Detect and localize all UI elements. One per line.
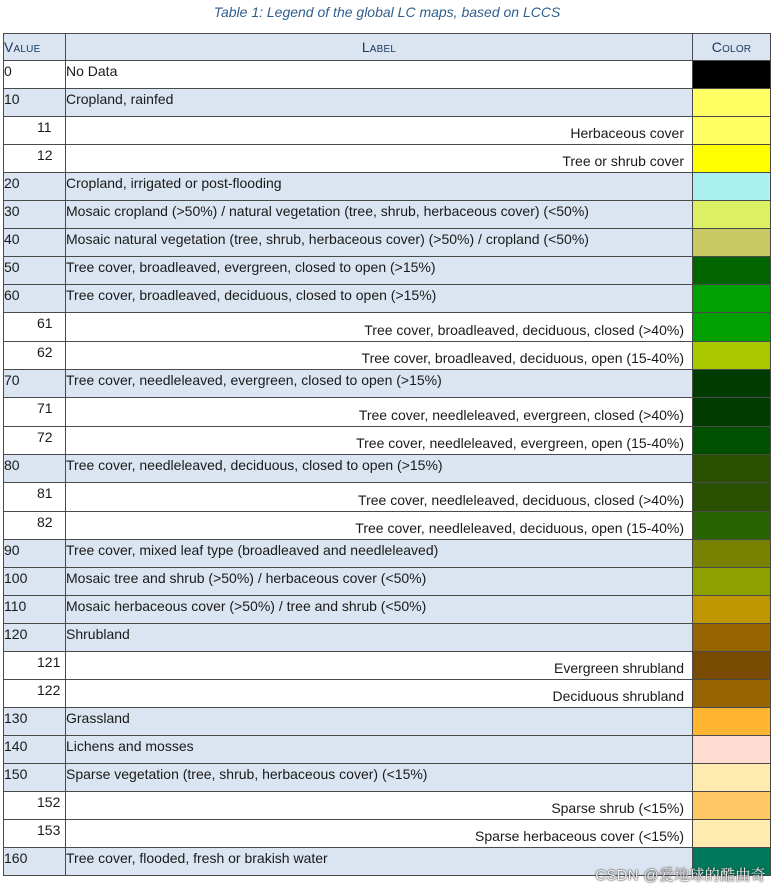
table-row: [4, 624, 771, 652]
label-cell: Cropland, rainfed: [66, 89, 693, 117]
color-swatch: [693, 341, 771, 370]
color-swatch: [693, 398, 771, 427]
value-cell: 72: [4, 426, 66, 455]
table-row: [4, 257, 771, 285]
table-row: [4, 145, 771, 173]
color-swatch: [693, 708, 771, 736]
color-swatch: [693, 483, 771, 512]
color-swatch: [693, 596, 771, 624]
table-row: [4, 426, 771, 455]
color-swatch: [693, 680, 771, 708]
label-cell: Tree cover, flooded, fresh or brakish water: [66, 848, 693, 876]
color-swatch: [693, 313, 771, 342]
table-row: [4, 173, 771, 201]
table-body: [4, 61, 771, 876]
table-row: [4, 596, 771, 624]
color-swatch: [693, 61, 771, 89]
label-cell: Mosaic tree and shrub (>50%) / herbaceous cover (<50%): [66, 568, 693, 596]
label-cell: Grassland: [66, 708, 693, 736]
color-swatch: [693, 511, 771, 540]
value-cell: 81: [4, 483, 66, 512]
label-cell: No Data: [66, 61, 693, 89]
label-cell: Mosaic cropland (>50%) / natural vegetation (tree, shrub, herbaceous cover) (<50%): [66, 201, 693, 229]
table-row: [4, 89, 771, 117]
value-cell: 10: [4, 89, 66, 117]
color-swatch: [693, 624, 771, 652]
value-cell: 140: [4, 736, 66, 764]
label-cell: Tree cover, needleleaved, deciduous, closed to open (>15%): [66, 455, 693, 483]
value-cell: 121: [4, 652, 66, 680]
color-swatch: [693, 285, 771, 313]
label-cell: Tree cover, broadleaved, deciduous, closed (>40%): [66, 313, 693, 342]
table-row: [4, 708, 771, 736]
value-cell: 100: [4, 568, 66, 596]
table-row: [4, 117, 771, 145]
table-row: [4, 370, 771, 398]
value-cell: 110: [4, 596, 66, 624]
color-swatch: [693, 201, 771, 229]
label-cell: Tree cover, mixed leaf type (broadleaved and needleleaved): [66, 540, 693, 568]
label-cell: Cropland, irrigated or post-flooding: [66, 173, 693, 201]
label-cell: Tree cover, needleleaved, evergreen, closed to open (>15%): [66, 370, 693, 398]
value-cell: 82: [4, 511, 66, 540]
value-cell: 30: [4, 201, 66, 229]
label-cell: Sparse vegetation (tree, shrub, herbaceous cover) (<15%): [66, 764, 693, 792]
table-row: [4, 229, 771, 257]
column-header-value: Value: [4, 34, 66, 61]
table-row: [4, 511, 771, 540]
table-row: [4, 736, 771, 764]
table-row: [4, 313, 771, 342]
table-row: [4, 483, 771, 512]
label-cell: Tree cover, broadleaved, deciduous, open (15-40%): [66, 341, 693, 370]
label-cell: Tree cover, needleleaved, evergreen, closed (>40%): [66, 398, 693, 427]
color-swatch: [693, 426, 771, 455]
label-cell: Sparse shrub (<15%): [66, 792, 693, 820]
value-cell: 122: [4, 680, 66, 708]
color-swatch: [693, 736, 771, 764]
label-cell: Tree cover, broadleaved, evergreen, closed to open (>15%): [66, 257, 693, 285]
color-swatch: [693, 145, 771, 173]
table-row: [4, 285, 771, 313]
label-cell: Sparse herbaceous cover (<15%): [66, 820, 693, 848]
value-cell: 0: [4, 61, 66, 89]
value-cell: 150: [4, 764, 66, 792]
table-row: [4, 540, 771, 568]
color-swatch: [693, 820, 771, 848]
table-header-row: [4, 34, 771, 61]
value-cell: 61: [4, 313, 66, 342]
value-cell: 70: [4, 370, 66, 398]
label-cell: Mosaic natural vegetation (tree, shrub, herbaceous cover) (>50%) / cropland (<50%): [66, 229, 693, 257]
color-swatch: [693, 455, 771, 483]
color-swatch: [693, 540, 771, 568]
color-swatch: [693, 117, 771, 145]
value-cell: 62: [4, 341, 66, 370]
value-cell: 50: [4, 257, 66, 285]
table-row: [4, 820, 771, 848]
color-swatch: [693, 652, 771, 680]
legend-table: [3, 33, 771, 876]
value-cell: 130: [4, 708, 66, 736]
color-swatch: [693, 370, 771, 398]
label-cell: Tree or shrub cover: [66, 145, 693, 173]
column-header-color: Color: [693, 34, 771, 61]
value-cell: 120: [4, 624, 66, 652]
color-swatch: [693, 229, 771, 257]
label-cell: Tree cover, broadleaved, deciduous, closed to open (>15%): [66, 285, 693, 313]
label-cell: Herbaceous cover: [66, 117, 693, 145]
color-swatch: [693, 764, 771, 792]
table-row: [4, 764, 771, 792]
color-swatch: [693, 792, 771, 820]
value-cell: 90: [4, 540, 66, 568]
value-cell: 80: [4, 455, 66, 483]
table-row: [4, 398, 771, 427]
color-swatch: [693, 89, 771, 117]
value-cell: 12: [4, 145, 66, 173]
label-cell: Evergreen shrubland: [66, 652, 693, 680]
label-cell: Lichens and mosses: [66, 736, 693, 764]
color-swatch: [693, 568, 771, 596]
table-caption: Table 1: Legend of the global LC maps, based on LCCS: [213, 4, 561, 20]
label-cell: Tree cover, needleleaved, deciduous, closed (>40%): [66, 483, 693, 512]
table-row: [4, 201, 771, 229]
value-cell: 152: [4, 792, 66, 820]
value-cell: 160: [4, 848, 66, 876]
color-swatch: [693, 173, 771, 201]
table-row: [4, 341, 771, 370]
column-header-label: Label: [66, 34, 693, 61]
table-row: [4, 568, 771, 596]
color-swatch: [693, 257, 771, 285]
value-cell: 40: [4, 229, 66, 257]
value-cell: 153: [4, 820, 66, 848]
table-row: [4, 792, 771, 820]
table-row: [4, 61, 771, 89]
label-cell: Tree cover, needleleaved, deciduous, open (15-40%): [66, 511, 693, 540]
value-cell: 71: [4, 398, 66, 427]
label-cell: Tree cover, needleleaved, evergreen, open (15-40%): [66, 426, 693, 455]
label-cell: Shrubland: [66, 624, 693, 652]
label-cell: Mosaic herbaceous cover (>50%) / tree and shrub (<50%): [66, 596, 693, 624]
value-cell: 11: [4, 117, 66, 145]
value-cell: 20: [4, 173, 66, 201]
label-cell: Deciduous shrubland: [66, 680, 693, 708]
table-row: [4, 652, 771, 680]
watermark: CSDN @爱地球的酷曲奇: [595, 867, 766, 884]
value-cell: 60: [4, 285, 66, 313]
table-row: [4, 680, 771, 708]
table-row: [4, 455, 771, 483]
